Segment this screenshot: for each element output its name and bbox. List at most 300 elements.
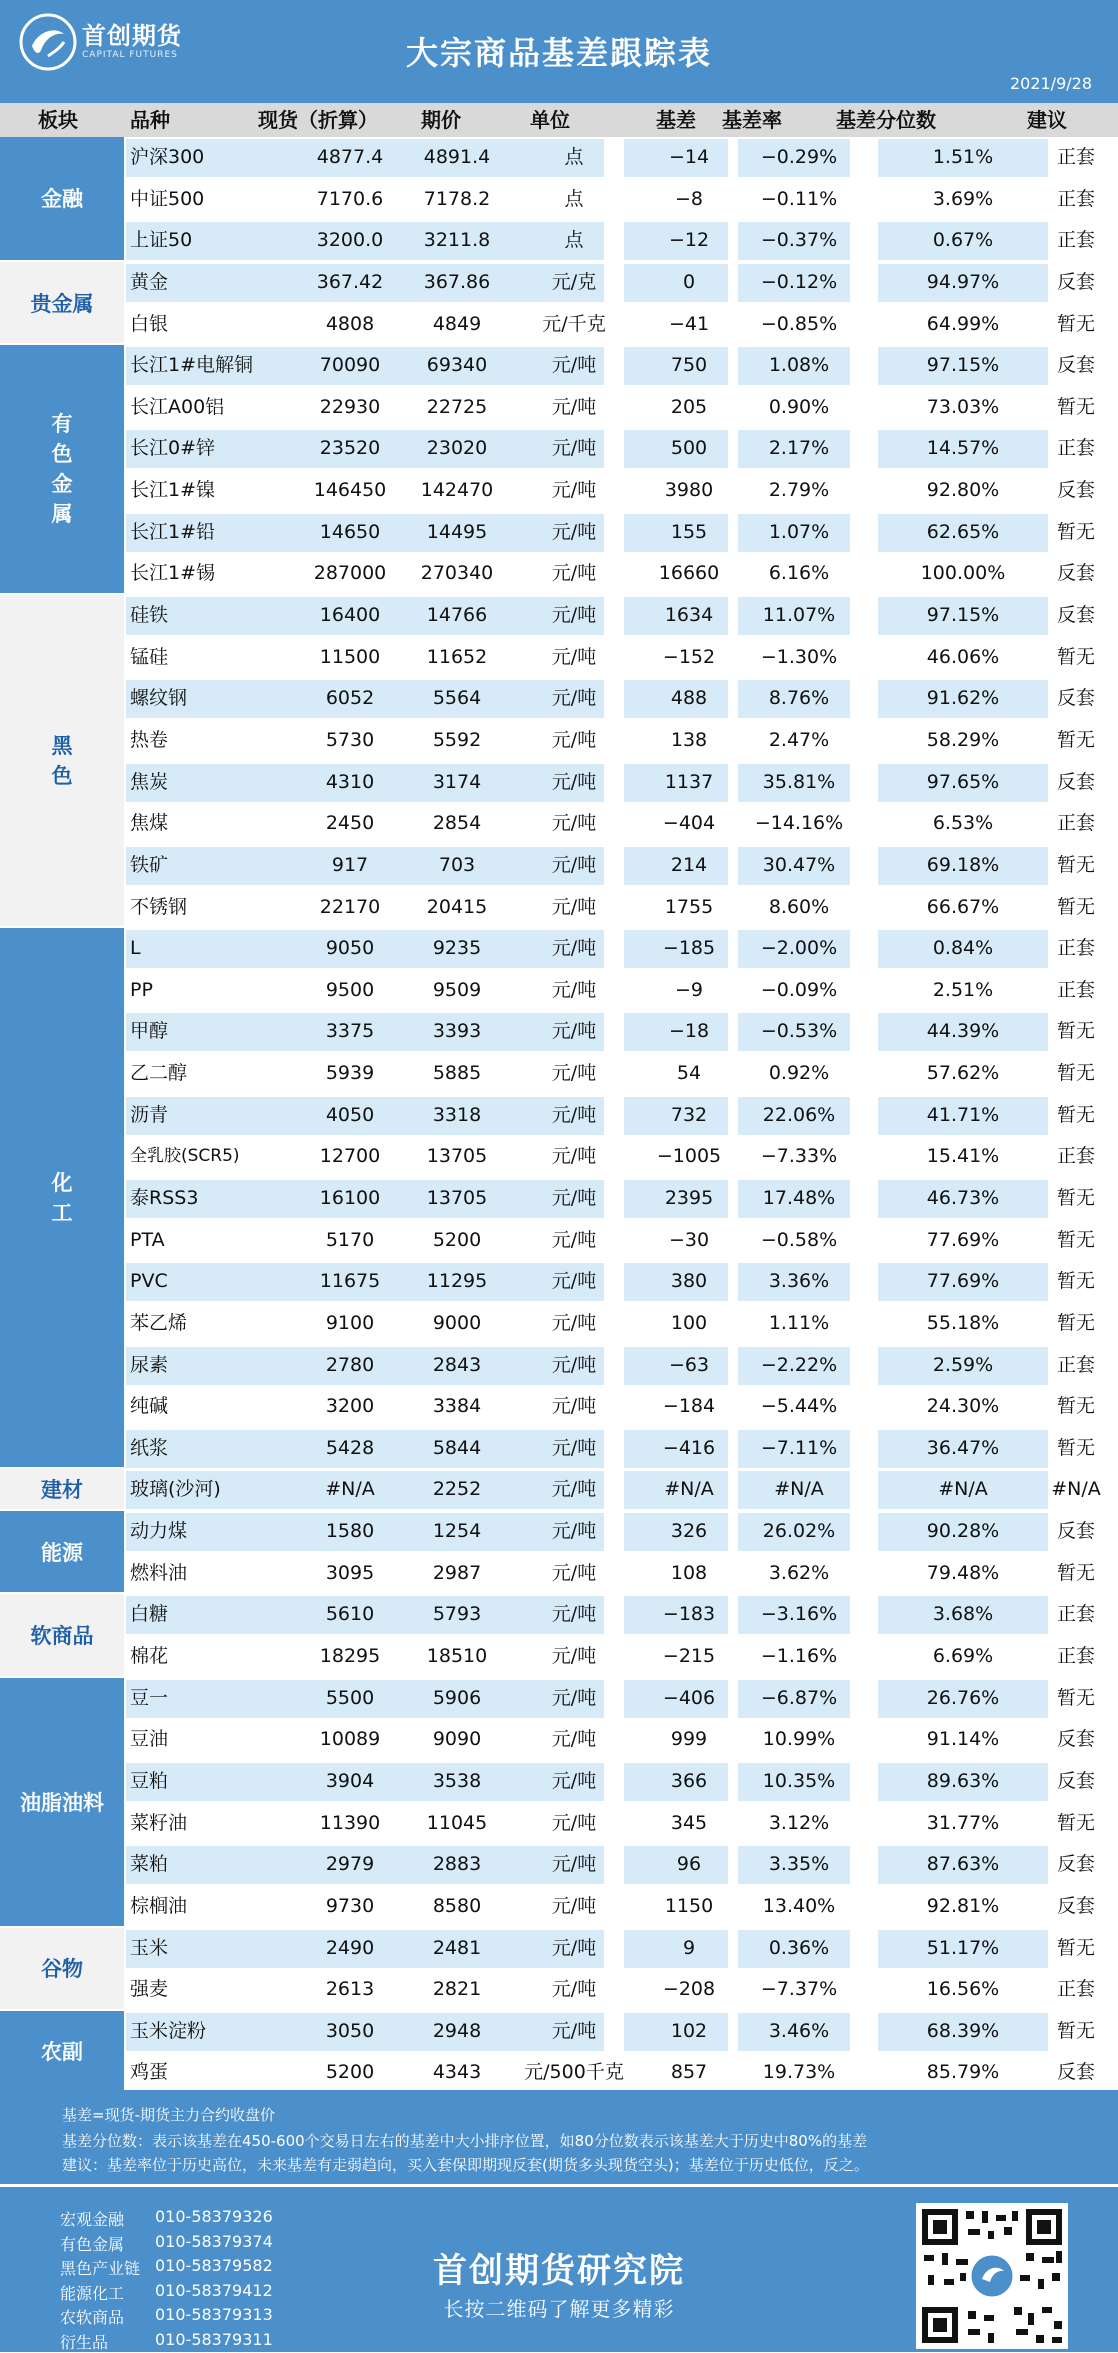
table-row	[124, 1636, 1118, 1678]
cell-basis-rate: 22.06%	[762, 1103, 836, 1126]
cell-unit: 元/吨	[551, 1769, 597, 1792]
contact-phone[interactable]: 010-58379326	[155, 2207, 273, 2226]
cell-basis: −63	[668, 1353, 710, 1376]
cell-basis-rate: 10.99%	[762, 1728, 836, 1751]
sector-label	[20, 1787, 104, 1817]
cell-advice: 反套	[1056, 770, 1095, 793]
cell-basis-rate: 8.60%	[768, 895, 830, 918]
cell-advice: 反套	[1056, 354, 1095, 377]
cell-spot-price: 11500	[319, 645, 381, 668]
cell-basis-rate: −5.44%	[760, 1395, 838, 1418]
cell-basis-percentile: #N/A	[938, 1478, 988, 1501]
cell-futures-price: 11045	[426, 1811, 488, 1834]
table-row	[124, 2011, 1118, 2053]
cell-variety: 纸浆	[130, 1436, 169, 1459]
cell-spot-price: 2979	[325, 1853, 375, 1876]
cell-variety: 长江1#铅	[130, 520, 216, 543]
cell-basis-rate: −0.29%	[760, 146, 838, 168]
cell-spot-price: 5170	[325, 1228, 375, 1251]
cell-futures-price: 11652	[426, 645, 488, 668]
sector-cell	[0, 137, 124, 262]
sector-label	[41, 183, 83, 213]
cell-basis-rate: 19.73%	[762, 2061, 836, 2084]
table-row	[124, 1511, 1118, 1553]
cell-futures-price: 2821	[432, 1978, 482, 2001]
cell-basis: 96	[676, 1853, 702, 1876]
table-row	[124, 1761, 1118, 1803]
cell-unit: 元/吨	[551, 728, 597, 751]
cell-futures-price: 5592	[432, 728, 482, 751]
cell-basis: −184	[662, 1395, 716, 1418]
cell-unit: 元/吨	[551, 1062, 597, 1085]
table-row	[124, 1178, 1118, 1220]
table-row	[124, 1136, 1118, 1178]
cell-basis-percentile: 64.99%	[926, 312, 1000, 335]
cell-spot-price: 16400	[319, 604, 381, 627]
cell-basis-rate: 2.17%	[768, 437, 830, 460]
cell-unit: 元/吨	[551, 1853, 597, 1876]
cell-variety: 硅铁	[130, 604, 169, 627]
cell-basis-percentile: 90.28%	[926, 1520, 1000, 1543]
cell-basis-percentile: 92.80%	[926, 479, 1000, 502]
table-row	[124, 1095, 1118, 1137]
cell-basis-percentile: 97.65%	[926, 770, 1000, 793]
contact-label: 能源化工	[60, 2283, 125, 2303]
cell-basis-percentile: 14.57%	[926, 437, 1000, 460]
cell-basis: −185	[662, 937, 716, 960]
cell-basis-percentile: 85.79%	[926, 2061, 1000, 2084]
cell-unit: 元/吨	[551, 895, 597, 918]
cell-basis: −215	[662, 1645, 716, 1668]
cell-spot-price: 70090	[319, 354, 381, 377]
cell-basis-percentile: 58.29%	[926, 728, 1000, 751]
cell-variety: PP	[130, 978, 153, 1001]
col-sector: 板块	[38, 108, 78, 132]
cell-advice: 暂无	[1056, 395, 1095, 418]
table-row	[124, 845, 1118, 887]
cell-variety: 强麦	[130, 1978, 169, 2001]
cell-spot-price: 5200	[325, 2061, 375, 2084]
cell-basis: 500	[670, 437, 708, 460]
cell-unit: 元/吨	[551, 1478, 597, 1501]
cell-spot-price: 1580	[325, 1520, 375, 1543]
contact-label: 黑色产业链	[60, 2259, 141, 2278]
column-header-row	[0, 103, 1118, 137]
cell-futures-price: 5793	[432, 1603, 482, 1626]
contact-item	[60, 2329, 273, 2353]
cell-basis-rate: #N/A	[774, 1478, 824, 1501]
sector-label	[41, 1953, 83, 1983]
cell-basis-percentile: 15.41%	[926, 1145, 1000, 1168]
cell-futures-price: 8580	[432, 1894, 482, 1917]
cell-spot-price: 9500	[325, 978, 375, 1001]
table-row	[124, 262, 1118, 304]
cell-spot-price: 287000	[313, 562, 387, 585]
cell-advice: 反套	[1056, 1520, 1095, 1543]
cell-basis-percentile: 6.53%	[932, 812, 994, 835]
cell-advice: 暂无	[1056, 895, 1095, 918]
cell-basis-percentile: 97.15%	[926, 604, 1000, 627]
table-row	[124, 887, 1118, 929]
cell-basis: −406	[662, 1686, 716, 1709]
cell-variety: 沥青	[130, 1103, 169, 1126]
cell-spot-price: 9050	[325, 937, 375, 960]
table-row	[124, 470, 1118, 512]
table-row	[124, 720, 1118, 762]
cell-basis: 9	[682, 1936, 696, 1959]
cell-basis: 3980	[664, 479, 714, 502]
table-row	[124, 1719, 1118, 1761]
table-row	[124, 970, 1118, 1012]
table-row	[124, 512, 1118, 554]
cell-basis-rate: 2.79%	[768, 479, 830, 502]
cell-basis: 750	[670, 354, 708, 377]
note-percentile-definition: 基差分位数：表示该基差在450-600个交易日左右的基差中大小排序位置，如80分位数表示该基差大于历史中80%的基差	[62, 2132, 868, 2150]
cell-basis-rate: −7.37%	[760, 1978, 838, 2001]
sector-label-line: 金融	[41, 187, 83, 212]
cell-variety: 鸡蛋	[130, 2061, 169, 2084]
cell-basis: 214	[670, 853, 708, 876]
sector-cell	[0, 2011, 124, 2094]
cell-spot-price: 4877.4	[316, 146, 384, 168]
cell-futures-price: 5885	[432, 1062, 482, 1085]
cell-variety: 铁矿	[130, 853, 169, 876]
sector-cell	[0, 595, 124, 928]
col-advice: 建议	[1027, 108, 1067, 132]
cell-advice: 正套	[1056, 978, 1095, 1001]
cell-advice: 暂无	[1056, 1936, 1095, 1959]
cell-variety: 菜籽油	[130, 1811, 188, 1834]
cell-basis-rate: 11.07%	[762, 604, 836, 627]
cell-basis-percentile: 2.59%	[932, 1353, 994, 1376]
table-row	[124, 1553, 1118, 1595]
sector-label	[41, 1474, 83, 1504]
sector-cell	[0, 1511, 124, 1594]
cell-unit: 元/吨	[551, 1228, 597, 1251]
cell-unit: 元/吨	[551, 687, 597, 710]
cell-basis-rate: 13.40%	[762, 1894, 836, 1917]
cell-spot-price: 11390	[319, 1811, 381, 1834]
cell-futures-price: 69340	[426, 354, 488, 377]
cell-basis-percentile: 57.62%	[926, 1062, 1000, 1085]
table-row	[124, 1053, 1118, 1095]
cell-futures-price: 14495	[426, 520, 488, 543]
cell-advice: 暂无	[1056, 1020, 1095, 1043]
cell-basis-rate: 3.46%	[768, 2019, 830, 2042]
contact-phone[interactable]: 010-58379582	[155, 2256, 273, 2275]
cell-basis-percentile: 100.00%	[920, 562, 1006, 585]
cell-basis-percentile: 16.56%	[926, 1978, 1000, 2001]
sector-label-line: 色	[51, 763, 73, 788]
cell-variety: 黄金	[130, 270, 169, 293]
cell-basis: 999	[670, 1728, 708, 1751]
sector-label	[31, 1620, 94, 1650]
cell-spot-price: 3200.0	[316, 229, 384, 252]
cell-futures-price: 3174	[432, 770, 482, 793]
contact-phone[interactable]: 010-58379313	[155, 2305, 273, 2324]
cell-unit: 元/500千克	[524, 2061, 624, 2084]
cell-unit: 元/吨	[551, 562, 597, 585]
cell-basis-rate: −7.33%	[760, 1145, 838, 1168]
cell-unit: 元/吨	[551, 1561, 597, 1584]
table-row	[124, 1678, 1118, 1720]
cell-futures-price: 2948	[432, 2019, 482, 2042]
cell-basis-percentile: 87.63%	[926, 1853, 1000, 1876]
cell-advice: 正套	[1056, 1645, 1095, 1668]
cell-advice: 暂无	[1056, 1395, 1095, 1418]
cell-futures-price: 2854	[432, 812, 482, 835]
cell-spot-price: 5939	[325, 1062, 375, 1085]
table-row	[124, 1594, 1118, 1636]
cell-basis-rate: −7.11%	[760, 1436, 838, 1459]
cell-variety: 热卷	[130, 728, 169, 751]
cell-futures-price: 2843	[432, 1353, 482, 1376]
cell-futures-price: 703	[438, 853, 476, 876]
cell-advice: 反套	[1056, 479, 1095, 502]
cell-unit: 元/吨	[551, 1353, 597, 1376]
cell-advice: 暂无	[1056, 520, 1095, 543]
cell-futures-price: 3318	[432, 1103, 482, 1126]
cell-futures-price: 3211.8	[423, 229, 491, 252]
cell-advice: 暂无	[1056, 1103, 1095, 1126]
cell-variety: 纯碱	[130, 1395, 169, 1418]
cell-basis-rate: 35.81%	[762, 770, 836, 793]
cell-basis: 488	[670, 687, 708, 710]
cell-unit: 元/吨	[551, 1936, 597, 1959]
cell-futures-price: 2883	[432, 1853, 482, 1876]
cell-spot-price: 2613	[325, 1978, 375, 2001]
cell-variety: 螺纹钢	[130, 687, 188, 710]
table-row	[124, 595, 1118, 637]
cell-futures-price: 3393	[432, 1020, 482, 1043]
sector-cell	[0, 928, 124, 1469]
cell-variety: L	[130, 937, 141, 960]
cell-basis-percentile: 73.03%	[926, 395, 1000, 418]
header-bar	[0, 0, 1118, 103]
cell-basis: 2395	[664, 1187, 714, 1209]
cell-variety: 白银	[130, 312, 169, 335]
cell-basis: 732	[670, 1103, 708, 1126]
cell-basis: −8	[674, 187, 703, 210]
sector-label-line: 贵金属	[30, 291, 94, 316]
cell-futures-price: 5200	[432, 1228, 482, 1251]
cell-advice: 暂无	[1056, 312, 1095, 335]
cell-spot-price: 18295	[319, 1645, 381, 1668]
table-row	[124, 304, 1118, 346]
sector-label	[41, 1537, 83, 1567]
cell-basis-percentile: 0.84%	[932, 937, 994, 960]
cell-unit: 元/吨	[551, 1520, 597, 1543]
cell-basis: −404	[662, 812, 716, 835]
cell-spot-price: 3200	[325, 1395, 375, 1418]
cell-futures-price: 14766	[426, 604, 488, 627]
cell-futures-price: 11295	[426, 1270, 488, 1293]
table-row	[124, 1220, 1118, 1262]
cell-basis-rate: 17.48%	[762, 1187, 836, 1209]
cell-basis-rate: 1.08%	[768, 354, 830, 377]
cell-variety: 乙二醇	[130, 1062, 188, 1085]
table-row	[124, 1928, 1118, 1970]
cell-advice: 暂无	[1056, 1811, 1095, 1834]
cell-basis-percentile: 3.68%	[932, 1603, 994, 1626]
table-row	[124, 220, 1118, 262]
table-row	[124, 1428, 1118, 1470]
contact-phone[interactable]: 010-58379311	[155, 2329, 273, 2349]
cell-basis-percentile: 66.67%	[926, 895, 1000, 918]
cell-basis-rate: 0.90%	[768, 395, 830, 418]
cell-basis: −12	[668, 229, 710, 252]
cell-basis-percentile: 89.63%	[926, 1769, 1000, 1792]
cell-basis-rate: −0.53%	[760, 1020, 838, 1043]
col-percentile: 基差分位数	[836, 108, 936, 132]
brand-name-en: CAPITAL FUTURES	[82, 50, 178, 60]
cell-basis-percentile: 77.69%	[926, 1270, 1000, 1293]
cell-spot-price: 23520	[319, 437, 381, 460]
sector-label-line: 软商品	[30, 1624, 94, 1649]
cell-basis-rate: 1.11%	[768, 1311, 830, 1334]
cell-basis-percentile: 92.81%	[926, 1894, 1000, 1917]
cell-variety: 燃料油	[130, 1561, 188, 1584]
cell-unit: 元/吨	[551, 1311, 597, 1334]
cell-variety: 甲醇	[130, 1020, 169, 1043]
cell-unit: 元/吨	[551, 1811, 597, 1834]
cell-futures-price: 270340	[420, 562, 494, 585]
contact-phone[interactable]: 010-58379412	[155, 2280, 273, 2300]
cell-spot-price: 9100	[325, 1311, 375, 1334]
cell-basis-rate: −2.22%	[760, 1353, 838, 1376]
cell-unit: 元/千克	[542, 312, 606, 335]
contact-label: 衍生品	[60, 2332, 109, 2352]
cell-futures-price: 1254	[432, 1520, 482, 1543]
cell-spot-price: 5428	[325, 1436, 375, 1459]
cell-basis-rate: −3.16%	[760, 1603, 838, 1626]
cell-basis-rate: −1.16%	[760, 1645, 838, 1668]
cell-unit: 元/吨	[551, 2019, 597, 2042]
cell-advice: 暂无	[1056, 1311, 1095, 1334]
cell-basis: 1137	[664, 770, 714, 793]
cell-basis-percentile: 91.14%	[926, 1728, 1000, 1751]
cell-variety: 长江1#锡	[130, 562, 216, 585]
table-row	[124, 428, 1118, 470]
cell-unit: 元/吨	[551, 1395, 597, 1418]
contact-label: 有色金属	[60, 2234, 125, 2254]
cell-basis: −208	[662, 1978, 716, 2001]
notes-section	[0, 2090, 1118, 2184]
cell-advice: 反套	[1056, 1728, 1095, 1751]
cell-variety: 豆油	[130, 1728, 169, 1751]
cell-basis-rate: 3.12%	[768, 1811, 830, 1834]
sector-label-line: 工	[51, 1200, 73, 1225]
cell-advice: 暂无	[1056, 1436, 1095, 1459]
cell-futures-price: 3384	[432, 1395, 482, 1418]
cell-basis-percentile: 44.39%	[926, 1020, 1000, 1043]
cell-basis-rate: 30.47%	[762, 853, 836, 876]
cell-spot-price: 3050	[325, 2019, 375, 2042]
table-row	[124, 762, 1118, 804]
cell-futures-price: 4891.4	[423, 146, 491, 168]
cell-advice: 正套	[1056, 229, 1095, 252]
cell-basis-percentile: 97.15%	[926, 354, 1000, 377]
sector-cell	[0, 1469, 124, 1511]
cell-basis-rate: −0.58%	[760, 1228, 838, 1251]
cell-basis-percentile: 6.69%	[932, 1645, 994, 1668]
cell-unit: 元/吨	[551, 1270, 597, 1293]
cell-futures-price: 4343	[432, 2061, 482, 2084]
cell-spot-price: 5730	[325, 728, 375, 751]
cell-basis-percentile: 2.51%	[932, 978, 994, 1001]
cell-advice: 反套	[1056, 1894, 1095, 1917]
cell-variety: 玻璃(沙河)	[130, 1478, 221, 1501]
cell-variety: PTA	[130, 1228, 165, 1251]
table-row	[124, 1469, 1118, 1511]
cell-basis-rate: −14.16%	[754, 812, 844, 835]
cell-spot-price: 4310	[325, 770, 375, 793]
cell-variety: 中证500	[130, 187, 205, 210]
cell-variety: 玉米淀粉	[130, 2019, 207, 2042]
contact-phone[interactable]: 010-58379374	[155, 2231, 273, 2251]
cell-variety: 长江1#电解铜	[130, 354, 254, 377]
table-row	[124, 928, 1118, 970]
cell-variety: 泰RSS3	[130, 1187, 199, 1209]
cell-basis-rate: −0.12%	[760, 270, 838, 293]
table-row	[124, 1803, 1118, 1845]
cell-futures-price: 4849	[432, 312, 482, 335]
cell-spot-price: 367.42	[316, 270, 384, 293]
table-row	[124, 1844, 1118, 1886]
sector-cell	[0, 1928, 124, 2011]
contact-label: 农软商品	[60, 2308, 125, 2327]
cell-basis-rate: −0.37%	[760, 229, 838, 252]
cell-basis-rate: 6.16%	[768, 562, 830, 585]
cell-advice: 暂无	[1056, 1228, 1095, 1251]
cell-basis: 366	[670, 1769, 708, 1792]
table-row	[124, 137, 1118, 179]
sector-label-line: 金	[51, 472, 73, 497]
table-row	[124, 1386, 1118, 1428]
research-institute-title: 首创期货研究院	[433, 2251, 685, 2291]
cell-basis: 155	[670, 520, 708, 543]
cell-basis-percentile: 91.62%	[926, 687, 1000, 710]
cell-variety: 豆粕	[130, 1769, 169, 1792]
cell-spot-price: 5610	[325, 1603, 375, 1626]
cell-futures-price: 2987	[432, 1561, 482, 1584]
cell-variety: 白糖	[130, 1603, 169, 1626]
table-row	[124, 803, 1118, 845]
cell-advice: 反套	[1056, 270, 1095, 293]
table-row	[124, 637, 1118, 679]
qr-code-icon[interactable]	[916, 2203, 1068, 2349]
report-date: 2021/9/28	[1009, 74, 1092, 93]
cell-advice: 正套	[1056, 437, 1095, 460]
cell-advice: 暂无	[1056, 2019, 1095, 2042]
footer	[0, 2184, 1118, 2352]
cell-advice: 反套	[1056, 562, 1095, 585]
table-row	[124, 345, 1118, 387]
cell-basis: −152	[662, 645, 716, 668]
cell-basis-rate: 3.62%	[768, 1561, 830, 1584]
cell-unit: 元/吨	[551, 1603, 597, 1626]
cell-basis: 205	[670, 395, 708, 418]
cell-spot-price: 146450	[313, 479, 387, 502]
cell-spot-price: 2490	[325, 1936, 375, 1959]
cell-advice: 反套	[1056, 2061, 1095, 2084]
cell-spot-price: 3904	[325, 1769, 375, 1792]
sector-label-line: 油脂油料	[20, 1790, 104, 1815]
cell-basis-percentile: 77.69%	[926, 1228, 1000, 1251]
col-basis-rate: 基差率	[722, 108, 782, 132]
cell-variety: 长江0#锌	[130, 437, 216, 460]
cell-unit: 元/吨	[551, 1894, 597, 1917]
